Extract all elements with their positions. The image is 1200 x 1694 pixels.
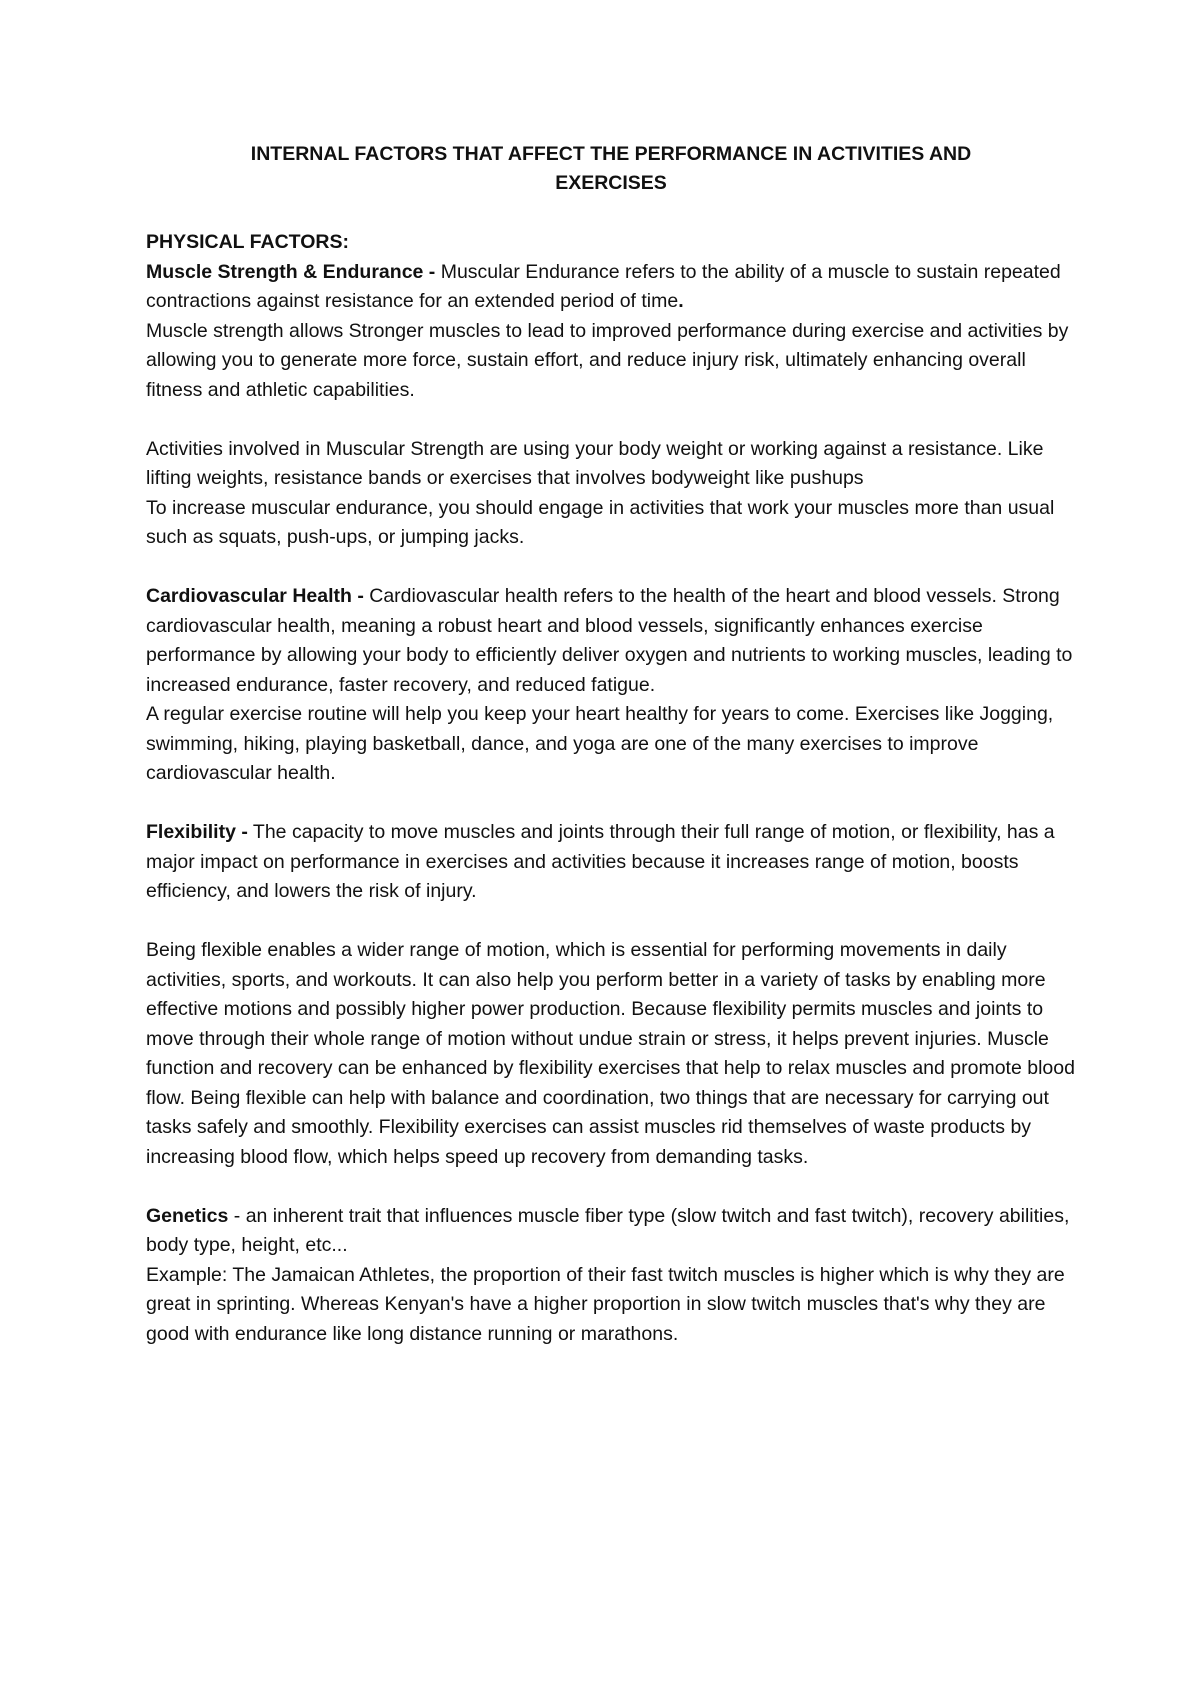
document-title [146,140,1076,198]
flexibility-term: Flexibility - [146,821,248,843]
cardio-definition-paragraph [146,582,1076,700]
cardio-definition: Cardiovascular health refers to the health of the heart and blood vessels. Strong cardiovascular health, meaning a robust heart and blood vessels, significantly enhances exercise performance by allowing your body to efficiently deliver oxygen and nutrients to working muscles, leading to increased endurance, faster recovery, and reduced fatigue. [146,585,1073,696]
genetics-example-paragraph: Example: The Jamaican Athletes, the proportion of their fast twitch muscles is higher which is why they are great in sprinting. Whereas Kenyan's have a higher proportion in slow twitch muscles that's why they are good with endurance like long distance running or marathons. [146,1263,1065,1345]
muscle-term: Muscle Strength & Endurance - [146,260,436,283]
cardio-routine-paragraph: A regular exercise routine will help you keep your heart healthy for years to come. Exercises like Jogging, swimming, hiking, playing basketball, dance, and yoga are one of the many exercises to improve cardiovascular health. [146,703,1054,784]
cardio-term: Cardiovascular Health - [146,585,364,607]
flexibility-benefits-paragraph: Being flexible enables a wider range of motion, which is essential for performing movements in daily activities, sports, and workouts. It can also help you perform better in a variety of tasks by enabling more effective motions and possibly higher power production. Because flexibility permits muscles and joints to move through their whole range of motion without undue strain or stress, it helps prevent injuries. Muscle function and recovery can be enhanced by flexibility exercises that help to relax muscles and promote blood flow. Being flexible can help with balance and coordination, two things that are necessary for carrying out tasks safely and smoothly. Flexibility exercises can assist muscles rid themselves of waste products by increasing blood flow, which helps speed up recovery from demanding tasks. [146,939,1075,1168]
genetics-definition-paragraph [146,1202,1076,1261]
flexibility-definition-paragraph [146,818,1076,907]
muscle-definition-paragraph [146,258,1076,317]
flexibility-definition: The capacity to move muscles and joints through their full range of motion, or flexibility, has a major impact on performance in exercises and activities because it increases range of motion, boosts efficiency, and lowers the risk of injury. [146,821,1055,902]
title-line-1: INTERNAL FACTORS THAT AFFECT THE PERFORMANCE IN ACTIVITIES AND [250,143,972,165]
muscle-activities-paragraph: Activities involved in Muscular Strength are using your body weight or working against a resistance. Like lifting weights, resistance bands or exercises that involves bodyweight like pushups [146,437,1044,489]
document-page [146,140,1076,1349]
muscle-definition: Muscular Endurance refers to the ability of a muscle to sustain repeated contractions against resistance for an extended period of time [146,260,1061,312]
muscle-period: . [678,290,684,312]
section-heading-physical-factors: PHYSICAL FACTORS: [146,231,349,253]
genetics-term: Genetics [146,1204,229,1227]
muscle-strength-paragraph: Muscle strength allows Stronger muscles to lead to improved performance during exercise and activities by allowing you to generate more force, sustain effort, and reduce injury risk, ultimately enhancing overall fitness and athletic capabilities. [146,319,1069,401]
title-line-2: EXERCISES [555,172,667,194]
genetics-definition: - an inherent trait that influences muscle fiber type (slow twitch and fast twitch), recovery abilities, body type, height, etc... [146,1204,1070,1256]
muscle-endurance-paragraph: To increase muscular endurance, you should engage in activities that work your muscles more than usual such as squats, push-ups, or jumping jacks. [146,496,1055,548]
